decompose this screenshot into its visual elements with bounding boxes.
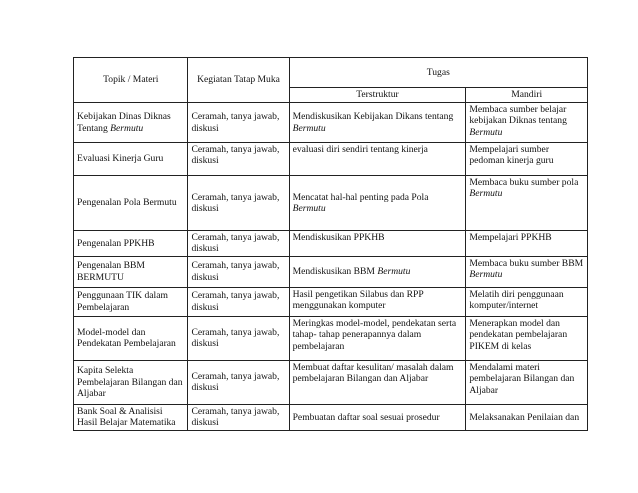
- cell-mandiri: Melaksanakan Penilaian dan: [466, 404, 588, 430]
- cell-mandiri: Membaca buku sumber BBM Bermutu: [466, 256, 588, 287]
- cell-topik: Model-model dan Pendekatan Pembelajaran: [74, 316, 188, 360]
- cell-kegiatan: Ceramah, tanya jawab, diskusi: [188, 256, 289, 287]
- table-row: [74, 287, 588, 316]
- cell-mandiri: Mempelajari sumber pedoman kinerja guru: [466, 143, 588, 176]
- cell-kegiatan: Ceramah, tanya jawab, diskusi: [188, 287, 289, 316]
- cell-terstruktur: Hasil pengetikan Silabus dan RPP menggunakan komputer: [289, 287, 466, 316]
- header-terstruktur: Terstruktur: [289, 88, 466, 103]
- cell-kegiatan: Ceramah, tanya jawab, diskusi: [188, 360, 289, 404]
- header-mandiri: Mandiri: [466, 88, 588, 103]
- table-row: [74, 143, 588, 176]
- cell-topik: Bank Soal & Analisisi Hasil Belajar Matematika: [74, 404, 188, 430]
- cell-terstruktur: Mendiskusikan BBM Bermutu: [289, 256, 466, 287]
- cell-kegiatan: Ceramah, tanya jawab, diskusi: [188, 404, 289, 430]
- cell-kegiatan: Ceramah, tanya jawab, diskusi: [188, 103, 289, 143]
- table-row: [74, 256, 588, 287]
- cell-topik: Pengenalan Pola Bermutu: [74, 176, 188, 231]
- table-row: [74, 176, 588, 231]
- cell-mandiri: Membaca buku sumber pola Bermutu: [466, 176, 588, 231]
- cell-mandiri: Menerapkan model dan pendekatan pembelajaran PIKEM di kelas: [466, 316, 588, 360]
- cell-topik: Kapita Selekta Pembelajaran Bilangan dan Aljabar: [74, 360, 188, 404]
- cell-topik: Pengenalan BBM BERMUTU: [74, 256, 188, 287]
- cell-terstruktur: Mendiskusikan PPKHB: [289, 231, 466, 257]
- cell-terstruktur: Mencatat hal-hal penting pada Pola Bermutu: [289, 176, 466, 231]
- cell-terstruktur: Mendiskusikan Kebijakan Dikans tentang Bermutu: [289, 103, 466, 143]
- table-row: [74, 316, 588, 360]
- cell-topik: Evaluasi Kinerja Guru: [74, 143, 188, 176]
- cell-topik: Kebijakan Dinas Diknas Tentang Bermutu: [74, 103, 188, 143]
- cell-topik: Penggunaan TIK dalam Pembelajaran: [74, 287, 188, 316]
- cell-terstruktur: evaluasi diri sendiri tentang kinerja: [289, 143, 466, 176]
- table-row: [74, 360, 588, 404]
- cell-mandiri: Mendalami materi pembelajaran Bilangan dan Aljabar: [466, 360, 588, 404]
- table-row: [74, 231, 588, 257]
- cell-mandiri: Membaca sumber belajar kebijakan Diknas tentang Bermutu: [466, 103, 588, 143]
- table-row: [74, 404, 588, 430]
- cell-terstruktur: Meringkas model-model, pendekatan serta tahap- tahap penerapannya dalam pembelajaran: [289, 316, 466, 360]
- header-kegiatan: Kegiatan Tatap Muka: [188, 58, 289, 103]
- cell-mandiri: Mempelajari PPKHB: [466, 231, 588, 257]
- table-row: [74, 103, 588, 143]
- cell-kegiatan: Ceramah, tanya jawab, diskusi: [188, 176, 289, 231]
- course-activity-table: [73, 57, 588, 431]
- cell-terstruktur: Membuat daftar kesulitan/ masalah dalam pembelajaran Bilangan dan Aljabar: [289, 360, 466, 404]
- cell-kegiatan: Ceramah, tanya jawab, diskusi: [188, 231, 289, 257]
- header-tugas: Tugas: [289, 58, 587, 88]
- cell-topik: Pengenalan PPKHB: [74, 231, 188, 257]
- cell-terstruktur: Pembuatan daftar soal sesuai prosedur: [289, 404, 466, 430]
- cell-kegiatan: Ceramah, tanya jawab, diskusi: [188, 316, 289, 360]
- cell-mandiri: Melatih diri penggunaan komputer/internet: [466, 287, 588, 316]
- header-topik: Topik / Materi: [74, 58, 188, 103]
- cell-kegiatan: Ceramah, tanya jawab, diskusi: [188, 143, 289, 176]
